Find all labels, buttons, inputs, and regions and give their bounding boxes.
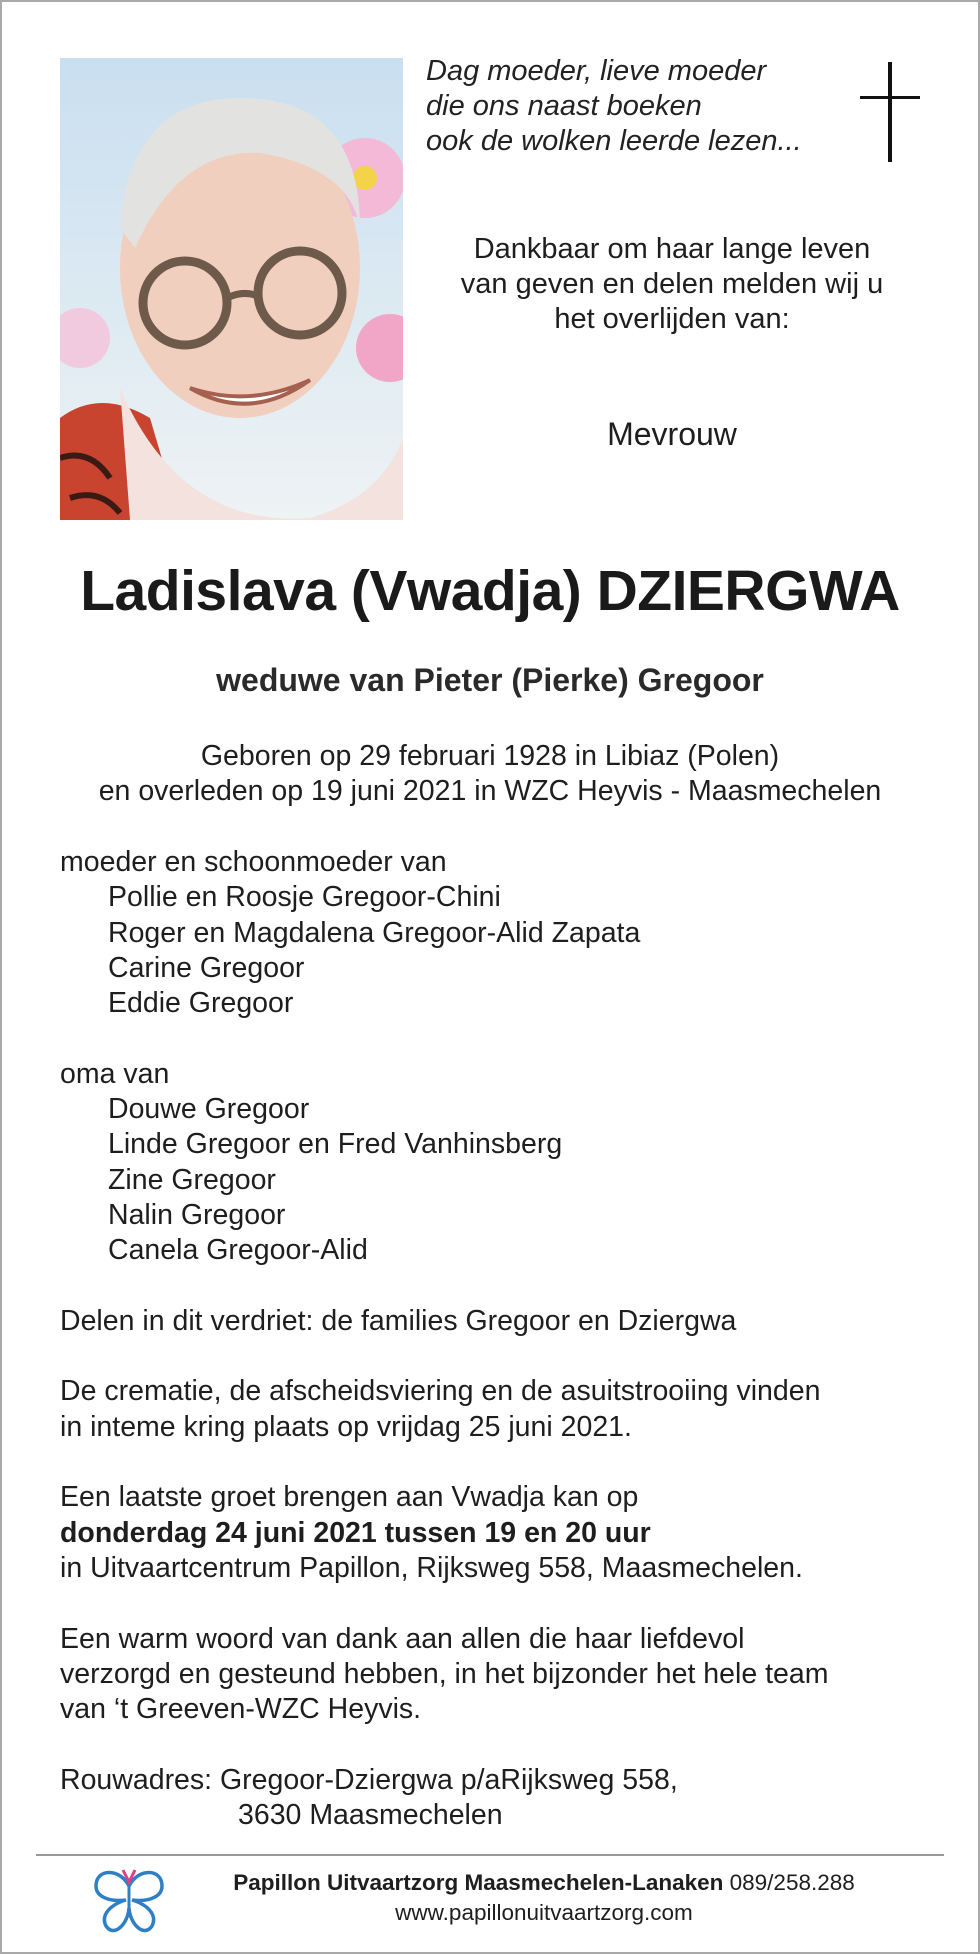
child-name: Eddie Gregoor <box>108 987 294 1020</box>
greeting-line: Een laatste groet brengen aan Vwadja kan op <box>60 1481 639 1514</box>
poem <box>426 54 802 159</box>
mother-heading: moeder en schoonmoeder van <box>60 846 447 878</box>
sorrow-line: Delen in dit verdriet: de families Gregoor en Dziergwa <box>60 1304 737 1337</box>
butterfly-logo-icon <box>90 1864 168 1938</box>
website-link[interactable]: www.papillonuitvaartzorg.com <box>395 1900 693 1925</box>
mourning-address: Rouwadres: Gregoor-Dziergwa p/aRijksweg 558, <box>60 1763 678 1796</box>
phone-number: 089/258.288 <box>729 1870 855 1895</box>
cross-icon <box>860 62 920 162</box>
portrait-photo <box>60 58 403 520</box>
thanks-line: van ‘t Greeven-WZC Heyvis. <box>60 1693 422 1726</box>
grandchild-name: Nalin Gregoor <box>108 1198 286 1231</box>
footer <box>184 1868 904 1928</box>
thanks-line: Een warm woord van dank aan allen die haar liefdevol <box>60 1622 745 1655</box>
intro-line: Dankbaar om haar lange leven <box>473 233 871 265</box>
life-dates <box>2 739 978 809</box>
grandchild-name: Zine Gregoor <box>108 1163 276 1196</box>
death-line: en overleden op 19 juni 2021 in WZC Heyvis - Maasmechelen <box>98 775 882 807</box>
cremation-line: De crematie, de afscheidsviering en de asuitstrooiing vinden <box>60 1375 821 1408</box>
grandchild-name: Linde Gregoor en Fred Vanhinsberg <box>108 1128 563 1161</box>
thanks-line: verzorgd en gesteund hebben, in het bijzonder het hele team <box>60 1657 829 1690</box>
footer-divider <box>36 1854 944 1856</box>
obituary-body <box>60 845 940 1833</box>
announcement-intro <box>422 232 922 337</box>
poem-line: ook de wolken leerde lezen... <box>426 125 802 157</box>
grandmother-heading: oma van <box>60 1057 170 1090</box>
cremation-line: in inteme kring plaats op vrijdag 25 juni 2021. <box>60 1410 632 1443</box>
intro-line: van geven en delen melden wij u <box>460 268 884 300</box>
grandchild-name: Canela Gregoor-Alid <box>108 1234 368 1267</box>
mourning-address-city: 3630 Maasmechelen <box>238 1799 503 1832</box>
salutation: Mevrouw <box>607 416 737 452</box>
poem-line: die ons naast boeken <box>426 90 702 122</box>
greeting-datetime: donderdag 24 juni 2021 tussen 19 en 20 uur <box>60 1516 651 1549</box>
poem-line: Dag moeder, lieve moeder <box>426 55 767 87</box>
child-name: Pollie en Roosje Gregoor-Chini <box>108 881 501 914</box>
birth-line: Geboren op 29 februari 1928 in Libiaz (Polen) <box>200 740 780 772</box>
child-name: Roger en Magdalena Gregoor-Alid Zapata <box>108 916 641 949</box>
deceased-name: Ladislava (Vwadja) DZIERGWA <box>80 559 900 623</box>
greeting-location: in Uitvaartcentrum Papillon, Rijksweg 558, Maasmechelen. <box>60 1551 803 1584</box>
intro-line: het overlijden van: <box>554 303 790 335</box>
funeral-company: Papillon Uitvaartzorg Maasmechelen-Lanaken <box>233 1870 724 1895</box>
child-name: Carine Gregoor <box>108 951 305 984</box>
widow-of: weduwe van Pieter (Pierke) Gregoor <box>216 662 764 698</box>
grandchild-name: Douwe Gregoor <box>108 1093 310 1126</box>
